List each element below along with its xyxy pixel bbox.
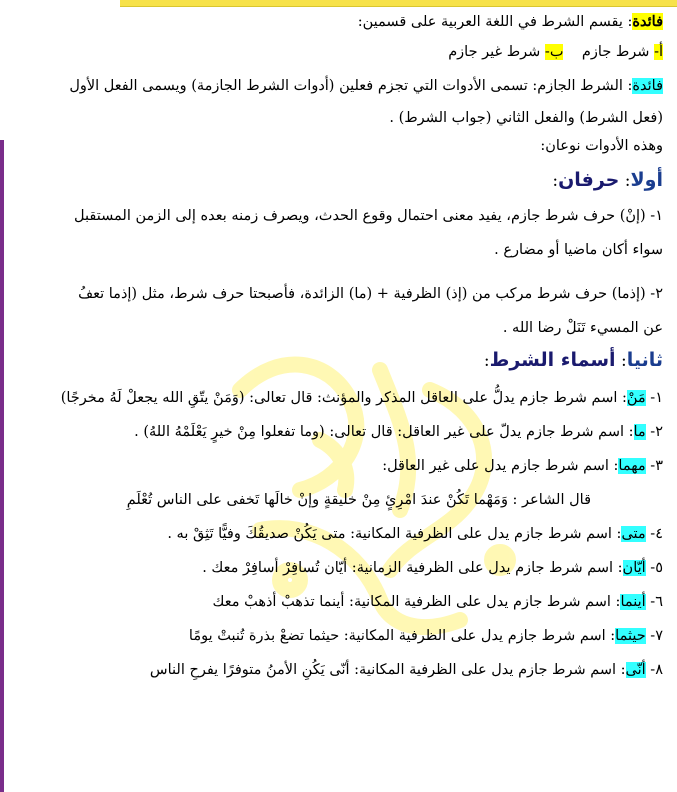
- document-body: [8, 8, 663, 678]
- name-item-number: ٨-: [645, 662, 663, 678]
- item-idhma-line-2: [8, 318, 663, 338]
- left-decorative-border: [0, 140, 4, 792]
- option-b-label: ب-: [544, 44, 564, 60]
- option-a-label: أ-: [654, 44, 663, 60]
- name-item-number: ٢-: [645, 424, 663, 440]
- item-idhma-text-1: ٢- (إذما) حرف شرط مركب من (إذ) الظرفية + (ما) الزائدة، فأصبحتا حرف شرط، مثل (إذما تعفُ: [78, 286, 663, 302]
- name-item-text: : اسم شرط جازم يدل على الظرفية المكانية: أينما تذهبْ أذهبْ معك: [212, 594, 621, 610]
- name-item: [8, 456, 663, 476]
- name-item: [8, 524, 663, 544]
- name-item-number: ٣-: [645, 458, 663, 474]
- name-item: [8, 558, 663, 578]
- top-decorative-border: [120, 0, 677, 7]
- name-item-number: ٥-: [645, 560, 663, 576]
- item-in-line-2: [8, 240, 663, 260]
- name-item-word: مهما: [618, 458, 646, 474]
- section-1-title: حرفان: [558, 169, 620, 191]
- section-2-colon: :: [615, 351, 627, 371]
- section-2-title: أسماء الشرط: [489, 349, 616, 371]
- poet-text: قال الشاعر : وَمَهْما تَكُنْ عندَ امْرِئٍ مِنْ خليقةٍ وإنْ خالَها تَخفى على الناس تُعْلَمِ: [126, 492, 591, 508]
- faida-2-line-2: [8, 108, 663, 128]
- section-1-ordinal: أولا: [630, 169, 663, 191]
- name-item-text: : اسم شرط جازم يدل على غير العاقل:: [382, 458, 619, 474]
- section-1-colon: :: [619, 171, 631, 191]
- faida-2-line-1: [8, 76, 663, 96]
- intro-text: وهذه الأدوات نوعان:: [540, 138, 663, 154]
- section-2-ordinal: ثانيا: [626, 349, 663, 371]
- name-item-word: أيّان: [622, 560, 646, 576]
- section-2-end: :: [483, 351, 490, 371]
- name-item: [8, 388, 663, 408]
- name-item-number: ٦-: [645, 594, 663, 610]
- option-b-text: شرط غير جازم: [448, 44, 545, 60]
- intro-line: [8, 136, 663, 156]
- option-a-text: شرط جازم: [577, 44, 655, 60]
- item-idhma-text-2: عن المسيء تَنَلْ رضا الله .: [502, 320, 663, 336]
- name-item-text: : اسم شرط جازم يدل على الظرفية الزمانية: أيّان تُسافِرْ أسافِرْ معك .: [202, 560, 623, 576]
- faida-2-text-1: : الشرط الجازم: تسمى الأدوات التي تجزم فعلين (أدوات الشرط الجازمة) ويسمى الفعل الأول: [69, 78, 633, 94]
- faida-1-line: [8, 12, 663, 32]
- item-in-text-2: سواء أكان ماضيا أو مضارع .: [494, 242, 663, 258]
- name-item: [8, 660, 663, 680]
- name-item-word: أنّى: [625, 662, 646, 678]
- name-item-number: ١-: [645, 390, 663, 406]
- section-1-heading: [8, 168, 663, 194]
- name-item-word: مَنْ: [626, 390, 646, 406]
- name-item-text: : اسم شرط جازم يدلُّ على العاقل المذكر والمؤنث: قال تعالى: (وَمَنْ يتّقِ الله يجعلْ لَهُ مخرجًا): [60, 390, 627, 406]
- section-2-heading: [8, 348, 663, 374]
- section-1-end: :: [552, 171, 559, 191]
- name-item-text: : اسم شرط جازم يدل على الظرفية المكانية: متى يَكُنْ صديقُكَ وفيًّا تَثِقْ به .: [167, 526, 622, 542]
- name-item-number: ٤-: [645, 526, 663, 542]
- name-item-text: : اسم شرط جازم يدل على الظرفية المكانية: حيثما تضعْ بذرة تُنبتْ يومًا: [188, 628, 616, 644]
- faida-1-options: [8, 42, 663, 62]
- faida-2-text-2: (فعل الشرط) والفعل الثاني (جواب الشرط) .: [389, 110, 663, 126]
- poet-line: [8, 490, 663, 510]
- name-item-word: متى: [621, 526, 646, 542]
- faida-label-1: فائدة: [632, 13, 663, 30]
- name-item: [8, 592, 663, 612]
- faida-1-text: : يقسم الشرط في اللغة العربية على قسمين:: [357, 14, 633, 30]
- name-item-number: ٧-: [645, 628, 663, 644]
- name-item-text: : اسم شرط جازم يدلّ على غير العاقل: قال تعالى: (وما تفعلوا مِنْ خيرٍ يَعْلَمْهُ اللهُ) .: [134, 424, 634, 440]
- name-item: [8, 422, 663, 442]
- name-item-word: أينما: [620, 594, 646, 610]
- item-in-line-1: [8, 206, 663, 226]
- item-idhma-line-1: [8, 284, 663, 304]
- name-item-word: ما: [633, 424, 646, 440]
- name-item-text: : اسم شرط جازم يدل على الظرفية المكانية: أنّى يَكُنِ الأمنُ متوفرًا يفرحِ الناس: [149, 662, 626, 678]
- name-item-word: حيثما: [615, 628, 646, 644]
- faida-label-2: فائدة: [632, 78, 663, 94]
- name-item: [8, 626, 663, 646]
- item-in-text-1: ١- (إنْ) حرف شرط جازم، يفيد معنى احتمال وقوع الحدث، ويصرف زمنه بعده إلى الزمن المستقبل: [74, 208, 663, 224]
